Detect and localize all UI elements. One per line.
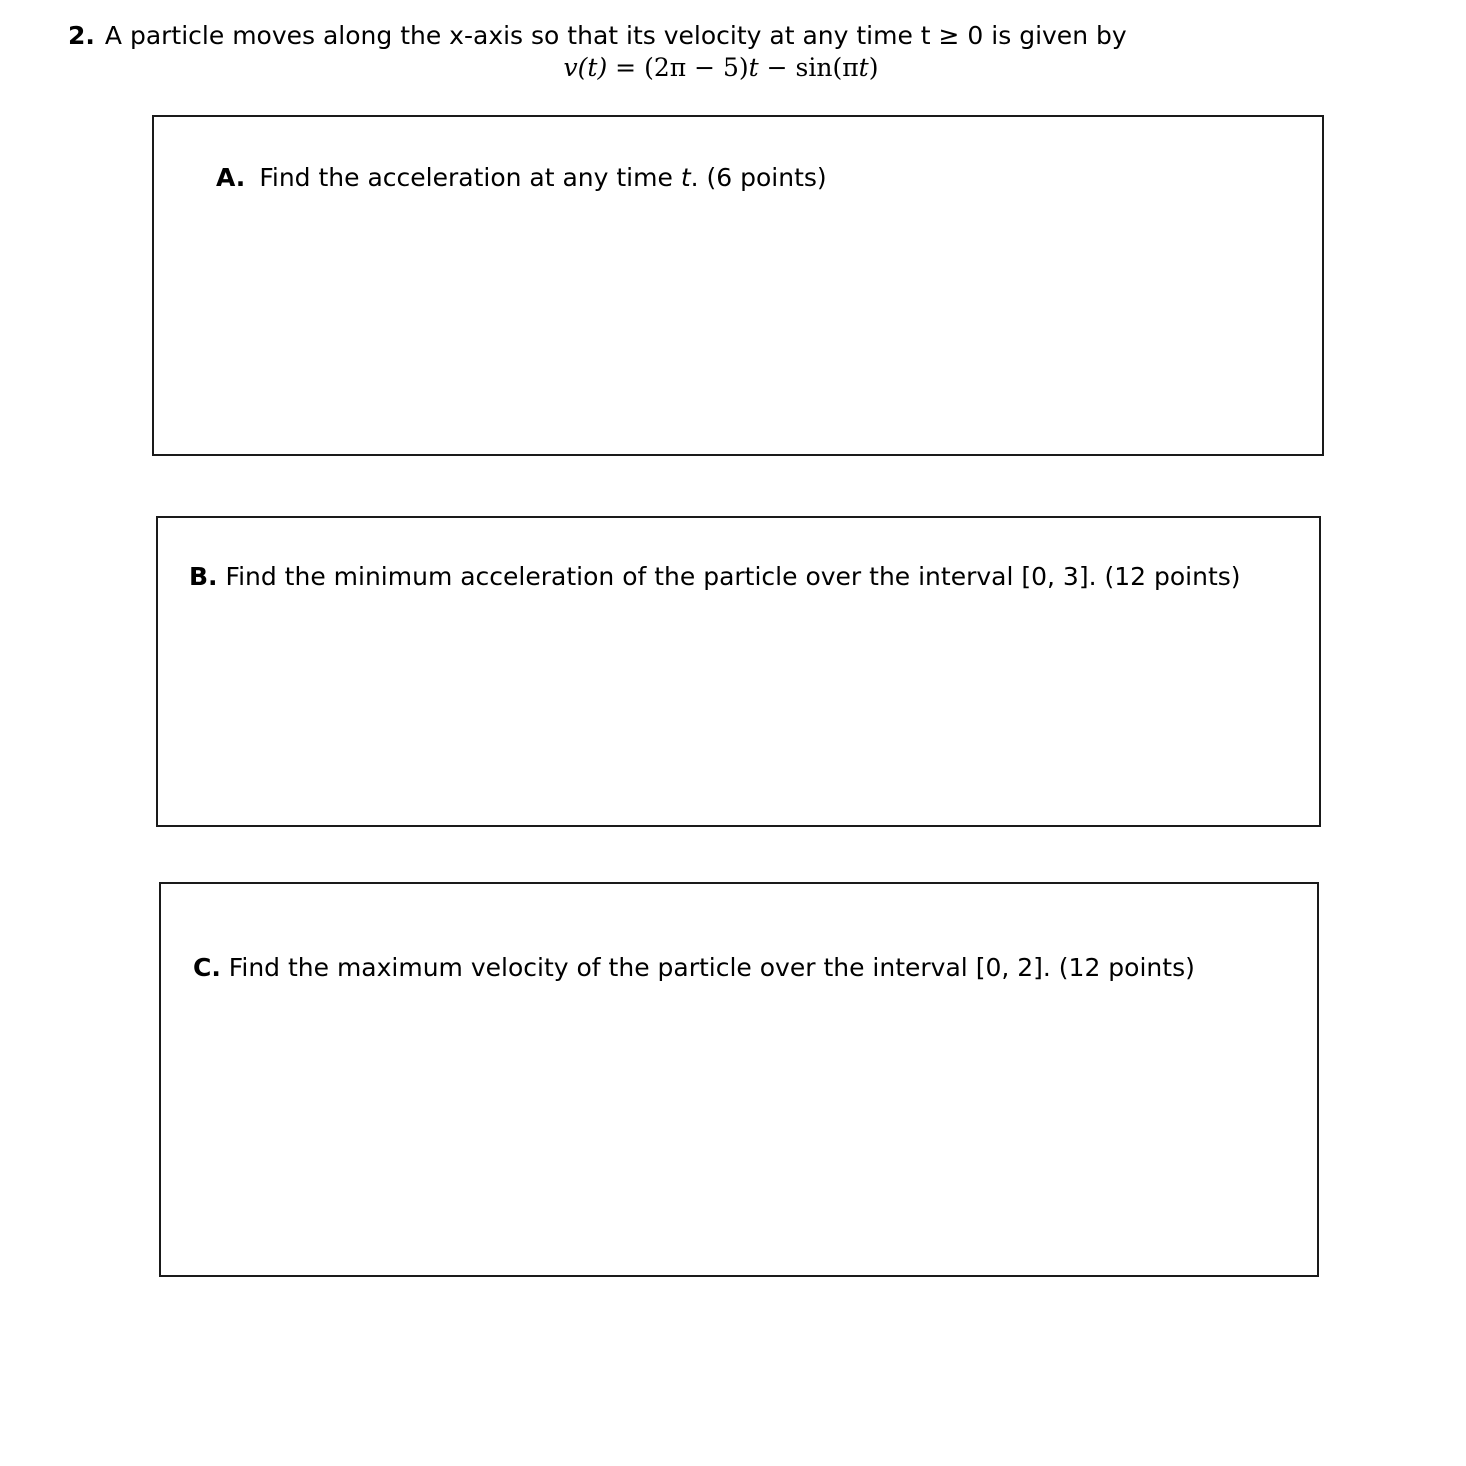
part-a-variable: t: [680, 163, 691, 192]
equation-rhs-var: t: [748, 53, 759, 82]
answer-box-a[interactable]: [152, 115, 1324, 456]
problem-statement: [68, 20, 1127, 52]
velocity-equation: [0, 52, 1466, 84]
part-b-label: B.: [189, 562, 218, 591]
equation-rhs-var2: t: [858, 53, 869, 82]
equation-rhs-part1: (2π − 5): [644, 53, 749, 82]
part-c-prompt: [193, 952, 1195, 984]
part-c-label: C.: [193, 953, 221, 982]
answer-box-c[interactable]: [159, 882, 1319, 1277]
equation-equals: =: [615, 53, 637, 82]
part-a-prompt: [216, 162, 827, 194]
part-a-label: A.: [216, 163, 246, 192]
part-a-text-after: . (6 points): [690, 163, 827, 192]
problem-text: A particle moves along the x-axis so that its velocity at any time t ≥ 0 is given by: [104, 21, 1127, 50]
part-c-text: Find the maximum velocity of the particle over the interval [0, 2]. (12 points): [220, 953, 1195, 982]
answer-box-b[interactable]: [156, 516, 1321, 827]
problem-number: 2.: [68, 21, 95, 50]
equation-rhs-part2: − sin(π: [766, 53, 859, 82]
equation-rhs-close: ): [868, 53, 879, 82]
equation-lhs: v(t): [563, 53, 608, 82]
part-b-text: Find the minimum acceleration of the particle over the interval [0, 3]. (12 points): [217, 562, 1241, 591]
part-a-text-before: Find the acceleration at any time: [259, 163, 681, 192]
part-b-prompt: [189, 561, 1241, 593]
